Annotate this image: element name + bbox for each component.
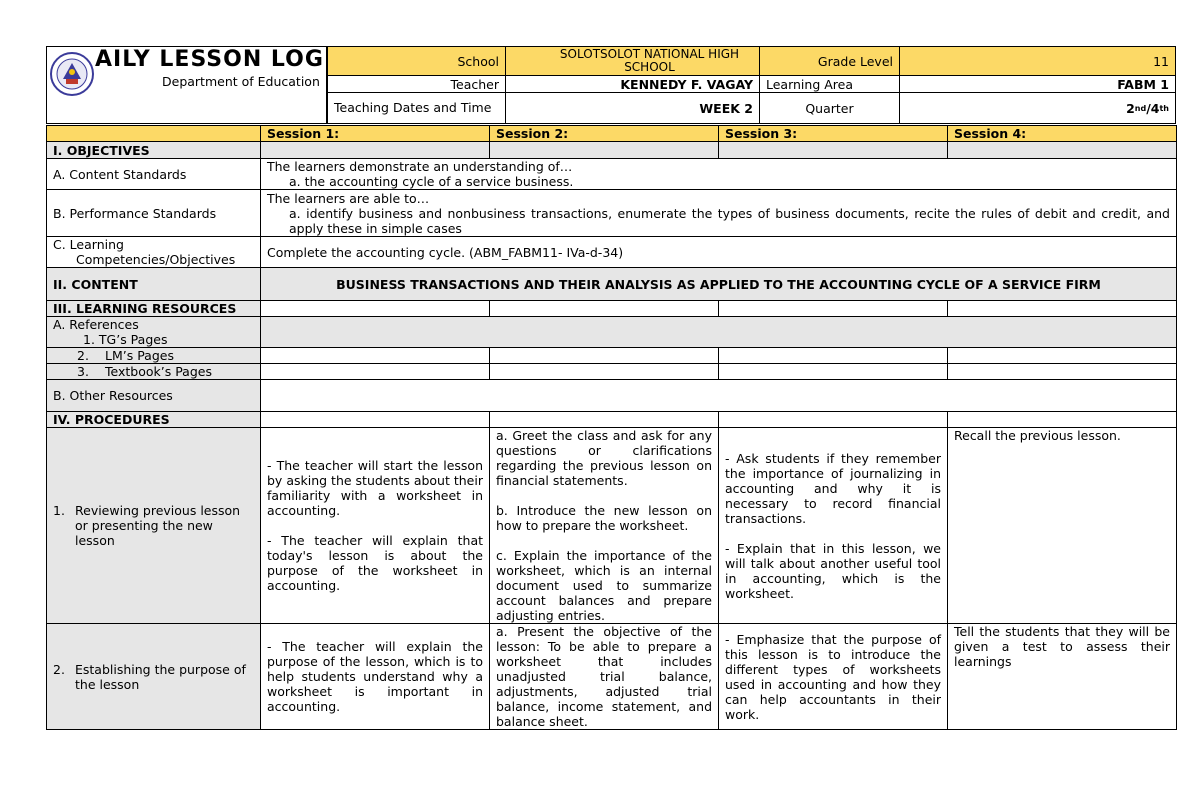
procedure-row-1 <box>47 428 1177 624</box>
sessions-header-row <box>47 126 1177 142</box>
procedures-heading: IV. PROCEDURES <box>47 412 261 428</box>
competencies-text: Complete the accounting cycle. (ABM_FABM11- IVa-d-34) <box>261 237 1177 268</box>
procedures-heading-row <box>47 412 1177 428</box>
empty-cell <box>261 348 490 364</box>
lm-pages-row <box>47 348 1177 364</box>
empty-cell <box>490 412 719 428</box>
procedure-2-label-cell <box>47 624 261 730</box>
quarter-suffix-1: nd <box>1134 103 1147 113</box>
procedure-1-session-1 <box>261 428 490 624</box>
session-4-header: Session 4: <box>948 126 1177 142</box>
procedure-1-s3-para-2: - Explain that in this lesson, we will talk about another useful tool in accounting, which is the worksheet. <box>725 540 941 601</box>
procedure-1-s1-para-2: - The teacher will explain that today's lesson is about the purpose of the worksheet in accounting. <box>267 533 483 593</box>
procedure-2-session-1: - The teacher will explain the purpose of the lesson, which is to help students understand why a worksheet is important in accounting. <box>261 624 490 730</box>
grade-level-value: 11 <box>900 47 1175 76</box>
procedure-1-label-wrap <box>53 503 254 548</box>
content-text: BUSINESS TRANSACTIONS AND THEIR ANALYSIS AS APPLIED TO THE ACCOUNTING CYCLE OF A SERVICE FIRM <box>261 268 1177 301</box>
session-2-header: Session 2: <box>490 126 719 142</box>
empty-cell <box>261 317 1177 348</box>
learning-area-value: FABM 1 <box>900 76 1175 93</box>
references-row <box>47 317 1177 348</box>
empty-cell <box>261 301 490 317</box>
empty-cell <box>719 301 948 317</box>
header-branding <box>47 47 328 123</box>
school-value: SOLOTSOLOT NATIONAL HIGH SCHOOL <box>506 47 760 76</box>
procedure-1-session-3 <box>719 428 948 624</box>
performance-standards-row <box>47 190 1177 237</box>
procedure-2-label: Establishing the purpose of the lesson <box>75 661 246 692</box>
lm-pages-number: 2. <box>77 348 89 363</box>
quarter-label: Quarter <box>760 93 900 123</box>
department-name: Department of Education <box>162 74 320 89</box>
empty-cell <box>948 142 1177 159</box>
school-label: School <box>328 47 506 76</box>
empty-cell <box>261 142 490 159</box>
procedure-1-label-cell <box>47 428 261 624</box>
session-3-header: Session 3: <box>719 126 948 142</box>
empty-cell <box>490 364 719 380</box>
references-cell <box>47 317 261 348</box>
empty-cell <box>261 380 1177 412</box>
blank-header-cell <box>47 126 261 142</box>
performance-standards-item: a. identify business and nonbusiness transactions, enumerate the types of business documents, recite the rules of debit and credit, and apply these in simple cases <box>289 205 1170 236</box>
page-title: AILY LESSON LOG <box>95 47 324 72</box>
empty-cell <box>261 364 490 380</box>
empty-cell <box>490 142 719 159</box>
textbook-pages-number: 3. <box>77 364 89 379</box>
content-standards-intro: The learners demonstrate an understanding of… <box>267 159 573 174</box>
procedure-2-session-2: a. Present the objective of the lesson: To be able to prepare a worksheet that includes unadjusted trial balance, adjustments, adjusted trial balance, income statement, and balance sheet. <box>490 624 719 730</box>
performance-standards-cell <box>261 190 1177 237</box>
teacher-value: KENNEDY F. VAGAY <box>506 76 760 93</box>
empty-cell <box>948 348 1177 364</box>
procedure-2-label-wrap <box>53 662 254 692</box>
objectives-heading: I. OBJECTIVES <box>47 142 261 159</box>
procedure-2-number: 2. <box>53 661 65 677</box>
empty-cell <box>719 348 948 364</box>
lesson-log-page <box>46 46 1176 730</box>
grade-level-label: Grade Level <box>760 47 900 76</box>
procedure-1-s2-para-2: b. Introduce the new lesson on how to prepare the worksheet. <box>496 503 712 533</box>
procedure-2-session-3: - Emphasize that the purpose of this lesson is to introduce the different types of worksheets used in accounting and how they can help accountants in their work. <box>719 624 948 730</box>
empty-cell <box>719 364 948 380</box>
learning-area-label: Learning Area <box>760 76 900 93</box>
procedure-1-s2-para-3: c. Explain the importance of the worksheet, which is an internal document used to summarize account balances and prepare adjusting entries. <box>496 548 712 623</box>
dates-label: Teaching Dates and Time <box>328 93 506 123</box>
procedure-1-session-4: Recall the previous lesson. <box>948 428 1177 624</box>
other-resources-label: B. Other Resources <box>47 380 261 412</box>
quarter-value <box>900 93 1175 123</box>
quarter-separator: /4 <box>1146 100 1160 116</box>
competencies-label-line-2: Competencies/Objectives <box>76 252 236 267</box>
performance-standards-intro: The learners are able to… <box>267 190 430 206</box>
objectives-heading-row <box>47 142 1177 159</box>
competencies-label <box>47 237 261 268</box>
teacher-label: Teacher <box>328 76 506 93</box>
dates-value: WEEK 2 <box>506 93 760 123</box>
session-1-header: Session 1: <box>261 126 490 142</box>
procedure-1-s2-para-1: a. Greet the class and ask for any questions or clarifications regarding the previous lesson on financial statements. <box>496 428 712 488</box>
other-resources-row <box>47 380 1177 412</box>
content-standards-label: A. Content Standards <box>47 159 261 190</box>
empty-cell <box>948 412 1177 428</box>
textbook-pages-label: Textbook’s Pages <box>105 364 212 379</box>
content-standards-cell <box>261 159 1177 190</box>
quarter-number: 2 <box>1126 100 1135 116</box>
lm-pages-cell <box>47 348 261 364</box>
quarter-suffix-2: th <box>1159 103 1169 113</box>
lm-pages-label: LM’s Pages <box>105 348 174 363</box>
empty-cell <box>490 301 719 317</box>
procedure-2-session-4: Tell the students that they will be given a test to assess their learnings <box>948 624 1177 730</box>
procedure-1-number: 1. <box>53 503 65 518</box>
tg-pages-label: 1. TG’s Pages <box>83 332 168 347</box>
procedure-1-s3-para-1: - Ask students if they remember the importance of journalizing in accounting and why it is necessary to record financial transactions. <box>725 450 941 526</box>
textbook-pages-cell <box>47 364 261 380</box>
content-standards-row <box>47 159 1177 190</box>
empty-cell <box>719 142 948 159</box>
procedure-row-2 <box>47 624 1177 730</box>
procedure-1-s1-para-1: - The teacher will start the lesson by asking the students about their familiarity with a worksheet in accounting. <box>267 458 483 518</box>
competencies-label-line-1: C. Learning <box>53 237 124 252</box>
header-info-grid <box>328 47 1175 123</box>
lesson-log-header <box>46 46 1176 124</box>
content-standards-item: a. the accounting cycle of a service business. <box>289 174 574 189</box>
empty-cell <box>948 301 1177 317</box>
empty-cell <box>490 348 719 364</box>
lesson-log-table <box>46 125 1177 730</box>
textbook-pages-row <box>47 364 1177 380</box>
empty-cell <box>948 364 1177 380</box>
content-row <box>47 268 1177 301</box>
procedure-1-label: Reviewing previous lesson or presenting the new lesson <box>75 503 241 548</box>
resources-heading: III. LEARNING RESOURCES <box>47 301 261 317</box>
procedure-1-session-2 <box>490 428 719 624</box>
resources-heading-row <box>47 301 1177 317</box>
competencies-row <box>47 237 1177 268</box>
empty-cell <box>261 412 490 428</box>
performance-standards-label: B. Performance Standards <box>47 190 261 237</box>
content-heading: II. CONTENT <box>47 268 261 301</box>
references-label: A. References <box>53 317 139 332</box>
empty-cell <box>719 412 948 428</box>
deped-seal-icon <box>49 51 95 97</box>
